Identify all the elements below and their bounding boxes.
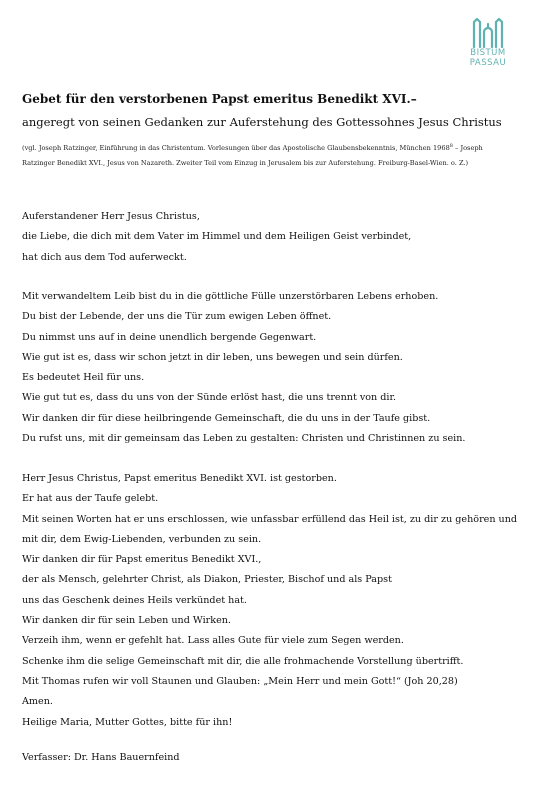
prayer-line: Mit verwandeltem Leib bist du in die göttliche Fülle unzerstörbaren Lebens erhoben. [22,291,439,302]
cathedral-icon [471,18,505,48]
logo-text-line2: PASSAU [469,58,507,68]
prayer-line: Amen. [22,696,53,708]
prayer-stanza-2 [22,287,522,449]
reference-edition-superscript: 8 [449,143,453,149]
reference-part-2: – Joseph Ratzinger Benedikt XVI., Jesus von Nazareth. Zweiter Teil vom Einzug in Jerusalem bis zur Auferstehung. Freiburg-Basel-Wien. o. Z.) [22,144,483,168]
prayer-line: Heilige Maria, Mutter Gottes, bitte für ihn! [22,716,233,728]
prayer-line: Du rufst uns, mit dir gemeinsam das Leben zu gestalten: Christen und Christinnen zu sein. [22,433,466,445]
prayer-line: die Liebe, die dich mit dem Vater im Himmel und dem Heiligen Geist verbindet, [22,231,412,243]
prayer-line: uns das Geschenk deines Heils verkündet hat. [22,594,247,606]
prayer-line: Wie gut ist es, dass wir schon jetzt in dir leben, uns bewegen und sein dürfen. [22,351,403,363]
document-subtitle: angeregt von seinen Gedanken zur Auferstehung des Gottessohnes Jesus Christus [22,115,502,129]
prayer-line: Es bedeutet Heil für uns. [22,372,145,384]
reference-part-1: (vgl. Joseph Ratzinger, Einführung in das Christentum. Vorlesungen über das Apostolische Glaubensbekenntnis, München 1968 [22,144,450,153]
prayer-line: Wie gut tut es, dass du uns von der Sünde erlöst hast, die uns trennt von dir. [22,392,397,404]
prayer-line: Wir danken dir für Papst emeritus Benedikt XVI., [22,554,262,566]
prayer-line: der als Mensch, gelehrter Christ, als Diakon, Priester, Bischof und als Papst [22,574,392,586]
prayer-line: Wir danken dir für sein Leben und Wirken. [22,615,231,627]
bistum-passau-logo [464,18,512,68]
prayer-line: Herr Jesus Christus, Papst emeritus Benedikt XVI. ist gestorben. [22,473,337,484]
prayer-stanza-3 [22,469,522,733]
prayer-line: Schenke ihm die selige Gemeinschaft mit dir, die alle frohmachende Vorstellung übertrifft. [22,655,464,667]
prayer-line: hat dich aus dem Tod auferweckt. [22,251,187,263]
logo-text-line1: BISTUM [470,48,506,58]
prayer-line: Mit Thomas rufen wir voll Staunen und Glauben: „Mein Herr und mein Gott!“ (Joh 20,28) [22,675,458,687]
prayer-line: Wir danken dir für diese heilbringende Gemeinschaft, die du uns in der Taufe gibst. [22,412,431,424]
prayer-line: Auferstandener Herr Jesus Christus, [22,211,200,222]
document-title: Gebet für den verstorbenen Papst emeritus Benedikt XVI.– [22,92,417,106]
prayer-line: Du bist der Lebende, der uns die Tür zum ewigen Leben öffnet. [22,311,332,323]
author-line: Verfasser: Dr. Hans Bauernfeind [22,752,180,763]
prayer-line: Mit seinen Worten hat er uns erschlossen, wie unfassbar erfüllend das Heil ist, zu dir zu gehören und [22,513,518,525]
prayer-stanza-1 [22,207,522,268]
prayer-line: Verzeih ihm, wenn er gefehlt hat. Lass alles Gute für viele zum Segen werden. [22,635,404,647]
prayer-line: Du nimmst uns auf in deine unendlich bergende Gegenwart. [22,331,317,343]
prayer-line: mit dir, dem Ewig-Liebenden, verbunden zu sein. [22,533,262,545]
prayer-line: Er hat aus der Taufe gelebt. [22,493,159,505]
literature-reference [22,139,492,171]
